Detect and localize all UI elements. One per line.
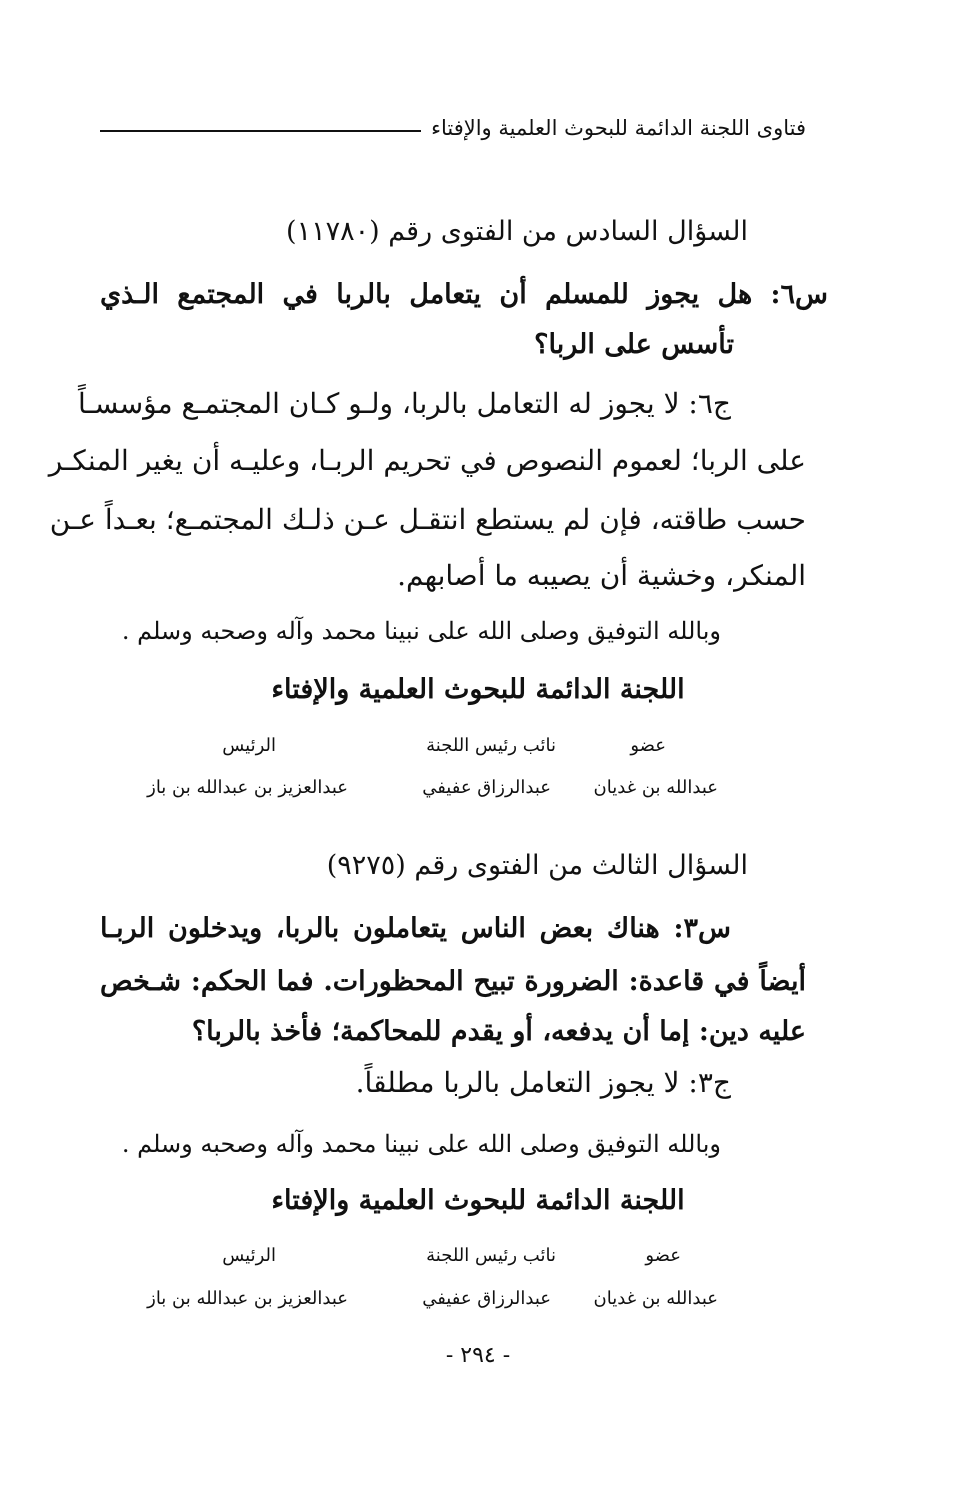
- header-rule: [100, 130, 421, 132]
- signatory-name: عبدالرزاق عفيفي: [422, 1288, 551, 1309]
- signatory-role: نائب رئيس اللجنة: [426, 1245, 556, 1266]
- fatwa-heading: السؤال السادس من الفتوى رقم (١١٧٨٠): [286, 216, 748, 247]
- question-line: س٣: هناك بعض الناس يتعاملون بالربا، ويدخلون الربـا: [100, 913, 731, 944]
- running-header: [100, 116, 806, 140]
- answer-line: على الربا؛ لعموم النصوص في تحريم الربـا، وعليـه أن يغير المنكـر: [48, 444, 806, 477]
- fatwa-heading: السؤال الثالث من الفتوى رقم (٩٢٧٥): [326, 850, 748, 881]
- page-number: - ٢٩٤ -: [445, 1343, 511, 1368]
- answer-line: ج٣: لا يجوز التعامل بالربا مطلقاً.: [355, 1066, 731, 1099]
- signatory-name: عبدالعزيز بن عبدالله بن باز: [147, 777, 348, 798]
- signatory-role: عضو: [630, 735, 666, 756]
- signatory-name: عبدالله بن غديان: [593, 777, 718, 798]
- question-line: أيضاً في قاعدة: الضرورة تبيح المحظورات. فما الحكم: شـخص: [100, 966, 806, 997]
- signatory-role: نائب رئيس اللجنة: [426, 735, 556, 756]
- answer-line: ج٦: لا يجوز له التعامل بالربا، ولـو كـان المجتمـع مؤسسـاً: [78, 387, 731, 420]
- question-line: عليه دين: إما أن يدفعه، أو يقدم للمحاكمة؛ فأخذ بالربا؟: [191, 1016, 806, 1047]
- answer-line: المنكر، وخشية أن يصيبه ما أصابهم.: [397, 559, 806, 592]
- signatory-name: عبدالرزاق عفيفي: [422, 777, 551, 798]
- signatory-name: عبدالله بن غديان: [593, 1288, 718, 1309]
- closing-prayer: وبالله التوفيق وصلى الله على نبينا محمد وآله وصحبه وسلم .: [121, 1130, 721, 1158]
- signatory-role: عضو: [645, 1245, 681, 1266]
- closing-prayer: وبالله التوفيق وصلى الله على نبينا محمد وآله وصحبه وسلم .: [121, 617, 721, 645]
- signatory-role: الرئيس: [222, 735, 276, 756]
- question-line: تأسس على الربا؟: [534, 329, 734, 360]
- running-header-title: فتاوى اللجنة الدائمة للبحوث العلمية والإفتاء: [431, 116, 806, 140]
- committee-name: اللجنة الدائمة للبحوث العلمية والإفتاء: [271, 1185, 685, 1216]
- committee-name: اللجنة الدائمة للبحوث العلمية والإفتاء: [271, 674, 685, 705]
- signatory-name: عبدالعزيز بن عبدالله بن باز: [147, 1288, 348, 1309]
- signatory-role: الرئيس: [222, 1245, 276, 1266]
- question-line: س٦: هل يجوز للمسلم أن يتعامل بالربا في المجتمع الـذي: [100, 279, 828, 310]
- answer-line: حسب طاقته، فإن لم يستطع انتقـل عـن ذلـك المجتمـع؛ بعـداً عـن: [49, 503, 806, 536]
